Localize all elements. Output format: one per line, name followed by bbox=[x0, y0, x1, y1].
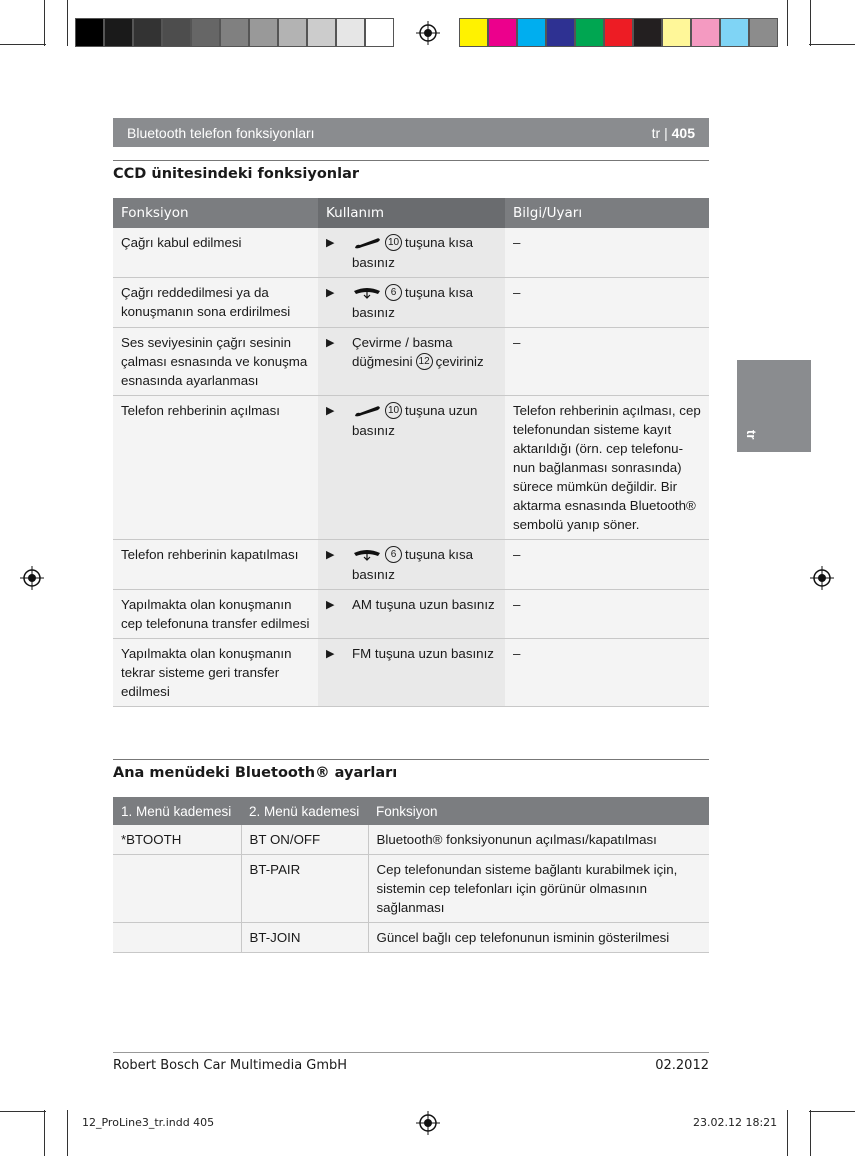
registration-mark-icon bbox=[20, 566, 44, 590]
color-swatch bbox=[749, 18, 778, 47]
arrow-right-icon: ▶ bbox=[326, 286, 335, 299]
page-footer bbox=[113, 1058, 709, 1073]
crop-mark bbox=[809, 1111, 855, 1112]
phone-accept-icon bbox=[352, 404, 382, 418]
color-swatch bbox=[488, 18, 517, 47]
section-title-bluetooth: Ana menüdeki Bluetooth® ayarları bbox=[113, 765, 398, 781]
info-cell: – bbox=[505, 638, 709, 706]
color-swatch bbox=[133, 18, 162, 47]
menu-level-2-cell: BT-PAIR bbox=[241, 855, 368, 923]
menu-level-1-cell bbox=[113, 855, 241, 923]
color-swatch bbox=[162, 18, 191, 47]
ccd-functions-table bbox=[113, 198, 709, 707]
registration-mark-icon bbox=[416, 21, 440, 45]
color-swatch bbox=[336, 18, 365, 47]
key-number-badge: 12 bbox=[416, 353, 433, 370]
divider bbox=[113, 160, 709, 161]
table-row bbox=[113, 855, 709, 923]
color-swatch bbox=[220, 18, 249, 47]
arrow-right-icon: ▶ bbox=[326, 548, 335, 561]
divider bbox=[113, 1052, 709, 1053]
registration-mark-icon bbox=[810, 566, 834, 590]
crop-mark bbox=[787, 1110, 788, 1156]
color-swatch bbox=[365, 18, 394, 47]
info-cell: – bbox=[505, 327, 709, 395]
column-header: 2. Menü kademesi bbox=[241, 797, 368, 825]
phone-accept-icon bbox=[352, 236, 382, 250]
info-cell: – bbox=[505, 228, 709, 277]
key-number-badge: 10 bbox=[385, 402, 402, 419]
color-swatch bbox=[75, 18, 104, 47]
color-swatch bbox=[633, 18, 662, 47]
usage-cell: ▶ FM tuşuna uzun basınız bbox=[318, 638, 505, 706]
arrow-right-icon: ▶ bbox=[326, 404, 335, 417]
divider bbox=[113, 759, 709, 760]
crop-mark bbox=[0, 1111, 46, 1112]
page-header bbox=[113, 118, 709, 147]
table-row bbox=[113, 327, 709, 395]
key-number-badge: 6 bbox=[385, 546, 402, 563]
usage-cell: ▶ 6 tuşuna kısa basınız bbox=[318, 277, 505, 327]
arrow-right-icon: ▶ bbox=[326, 237, 335, 249]
column-header: Bilgi/Uyarı bbox=[505, 198, 709, 228]
table-row bbox=[113, 638, 709, 706]
crop-mark bbox=[0, 44, 46, 45]
crop-mark bbox=[44, 0, 45, 46]
arrow-right-icon: ▶ bbox=[326, 598, 335, 611]
crop-mark bbox=[44, 1110, 45, 1156]
footer-company: Robert Bosch Car Multimedia GmbH bbox=[113, 1058, 348, 1073]
column-header: Kullanım bbox=[318, 198, 505, 228]
phone-end-icon bbox=[352, 548, 382, 562]
key-number-badge: 6 bbox=[385, 284, 402, 301]
function-cell: Çağrı reddedilmesi ya da konuşmanın sona erdirilmesi bbox=[113, 277, 318, 327]
column-header: Fonksiyon bbox=[113, 198, 318, 228]
function-cell: Güncel bağlı cep telefonunun isminin gösterilmesi bbox=[368, 923, 709, 953]
function-cell: Telefon rehberinin açılması bbox=[113, 395, 318, 539]
function-cell: Telefon rehberinin kapatılması bbox=[113, 539, 318, 589]
table-row bbox=[113, 228, 709, 277]
section-title-ccd: CCD ünitesindeki fonksiyonlar bbox=[113, 166, 360, 182]
function-cell: Yapılmakta olan konuşmanın cep telefonuna transfer edilmesi bbox=[113, 589, 318, 638]
color-swatch bbox=[278, 18, 307, 47]
color-swatch bbox=[517, 18, 546, 47]
key-number-badge: 10 bbox=[385, 234, 402, 251]
table-row bbox=[113, 923, 709, 953]
function-cell: Bluetooth® fonksiyonunun açılması/kapatılması bbox=[368, 825, 709, 855]
color-swatch bbox=[307, 18, 336, 47]
usage-cell: ▶ 10 tuşuna uzun basınız bbox=[318, 395, 505, 539]
menu-level-1-cell: *BTOOTH bbox=[113, 825, 241, 855]
usage-cell: ▶ Çevirme / basma düğmesini 12 çeviriniz bbox=[318, 327, 505, 395]
color-swatch bbox=[459, 18, 488, 47]
registration-mark-icon bbox=[416, 1111, 440, 1135]
function-cell: Ses seviyesinin çağrı sesinin çalması esnasında ve konuşma esnasında ayarlanması bbox=[113, 327, 318, 395]
info-cell: – bbox=[505, 589, 709, 638]
column-header: Fonksiyon bbox=[368, 797, 709, 825]
menu-level-2-cell: BT-JOIN bbox=[241, 923, 368, 953]
color-swatch bbox=[604, 18, 633, 47]
color-swatch bbox=[720, 18, 749, 47]
crop-mark bbox=[809, 44, 855, 45]
function-cell: Yapılmakta olan konuşmanın tekrar sisteme geri transfer edilmesi bbox=[113, 638, 318, 706]
slug-stamp: 23.02.12 18:21 bbox=[693, 1116, 778, 1129]
usage-cell: ▶ 6 tuşuna kısa basınız bbox=[318, 539, 505, 589]
table-row bbox=[113, 539, 709, 589]
info-cell: Telefon rehberinin açılması, cep telefonundan sisteme kayıt aktarıldığı (örn. cep telefonu-nun bağlanması sonrasında) sürece mümkün değildir. Bir aktarma esnasında Bluetooth® sembolü yanıp söner. bbox=[505, 395, 709, 539]
table-row bbox=[113, 395, 709, 539]
usage-cell: ▶ 10 tuşuna kısa basınız bbox=[318, 228, 505, 277]
function-cell: Cep telefonundan sisteme bağlantı kurabilmek için, sistemin cep telefonları için görünür olmasının sağlanması bbox=[368, 855, 709, 923]
table-row bbox=[113, 825, 709, 855]
info-cell: – bbox=[505, 277, 709, 327]
header-title: Bluetooth telefon fonksiyonları bbox=[127, 124, 315, 141]
crop-mark bbox=[810, 0, 811, 46]
usage-cell: ▶ AM tuşuna uzun basınız bbox=[318, 589, 505, 638]
table-row bbox=[113, 589, 709, 638]
crop-mark bbox=[67, 1110, 68, 1156]
info-cell: – bbox=[505, 539, 709, 589]
color-swatch bbox=[662, 18, 691, 47]
crop-mark bbox=[787, 0, 788, 46]
grayscale-color-bar bbox=[75, 18, 394, 47]
menu-level-1-cell bbox=[113, 923, 241, 953]
function-cell: Çağrı kabul edilmesi bbox=[113, 228, 318, 277]
slug-file: 12_ProLine3_tr.indd 405 bbox=[82, 1116, 215, 1129]
footer-date: 02.2012 bbox=[655, 1058, 709, 1073]
color-swatch bbox=[575, 18, 604, 47]
page-number: tr | 405 bbox=[651, 124, 695, 141]
color-swatch bbox=[691, 18, 720, 47]
arrow-right-icon: ▶ bbox=[326, 336, 335, 349]
arrow-right-icon: ▶ bbox=[326, 647, 335, 660]
color-swatch bbox=[546, 18, 575, 47]
phone-end-icon bbox=[352, 286, 382, 300]
process-color-bar bbox=[459, 18, 778, 47]
table-row bbox=[113, 277, 709, 327]
crop-mark bbox=[67, 0, 68, 46]
bluetooth-settings-table bbox=[113, 797, 709, 953]
language-side-tab: tr bbox=[737, 360, 811, 452]
menu-level-2-cell: BT ON/OFF bbox=[241, 825, 368, 855]
crop-mark bbox=[810, 1110, 811, 1156]
color-swatch bbox=[191, 18, 220, 47]
color-swatch bbox=[249, 18, 278, 47]
column-header: 1. Menü kademesi bbox=[113, 797, 241, 825]
color-swatch bbox=[104, 18, 133, 47]
